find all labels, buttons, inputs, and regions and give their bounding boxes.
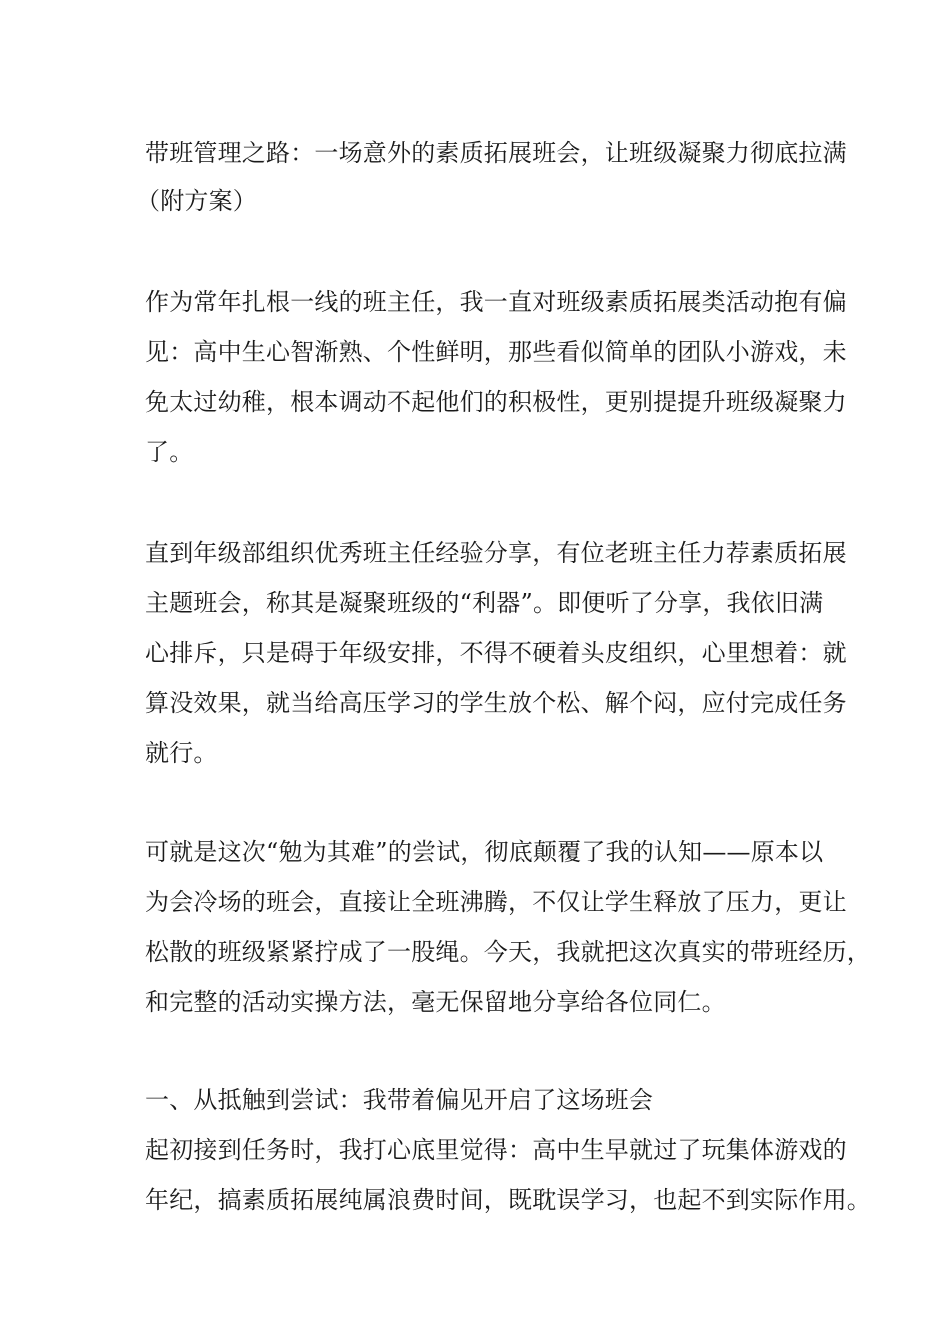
paragraph-2-line-3: 心排斥，只是碍于年级安排，不得不硬着头皮组织，心里想着：就 xyxy=(145,639,847,667)
paragraph-3-line-4: 和完整的活动实操方法，毫无保留地分享给各位同仁。 xyxy=(145,988,726,1016)
paragraph-2-line-1: 直到年级部组织优秀班主任经验分享，有位老班主任力荐素质拓展 xyxy=(145,539,847,567)
paragraph-1-line-3: 免太过幼稚，根本调动不起他们的积极性，更别提提升班级凝聚力 xyxy=(145,388,847,416)
paragraph-1-line-1: 作为常年扎根一线的班主任，我一直对班级素质拓展类活动抱有偏 xyxy=(145,288,847,316)
paragraph-2-line-2: 主题班会，称其是凝聚班级的“利器”。即便听了分享，我依旧满 xyxy=(145,589,824,617)
title-line-1: 带班管理之路：一场意外的素质拓展班会，让班级凝聚力彻底拉满 xyxy=(145,139,847,167)
section-line-2: 年纪，搞素质拓展纯属浪费时间，既耽误学习，也起不到实际作用。 xyxy=(145,1186,871,1214)
section-line-1: 起初接到任务时，我打心底里觉得：高中生早就过了玩集体游戏的 xyxy=(145,1136,847,1164)
section-heading: 一、从抵触到尝试：我带着偏见开启了这场班会 xyxy=(145,1086,654,1114)
paragraph-1-line-4: 了。 xyxy=(145,438,194,466)
paragraph-3-line-1: 可就是这次“勉为其难”的尝试，彻底颠覆了我的认知——原本以 xyxy=(145,838,824,866)
title-line-2: （附方案） xyxy=(136,187,257,215)
paragraph-1-line-2: 见：高中生心智渐熟、个性鲜明，那些看似简单的团队小游戏，未 xyxy=(145,338,847,366)
paragraph-3-line-2: 为会冷场的班会，直接让全班沸腾，不仅让学生释放了压力，更让 xyxy=(145,888,847,916)
paragraph-3-line-3: 松散的班级紧紧拧成了一股绳。今天，我就把这次真实的带班经历， xyxy=(145,938,871,966)
paragraph-2-line-5: 就行。 xyxy=(145,739,218,767)
paragraph-2-line-4: 算没效果，就当给高压学习的学生放个松、解个闷，应付完成任务 xyxy=(145,689,847,717)
